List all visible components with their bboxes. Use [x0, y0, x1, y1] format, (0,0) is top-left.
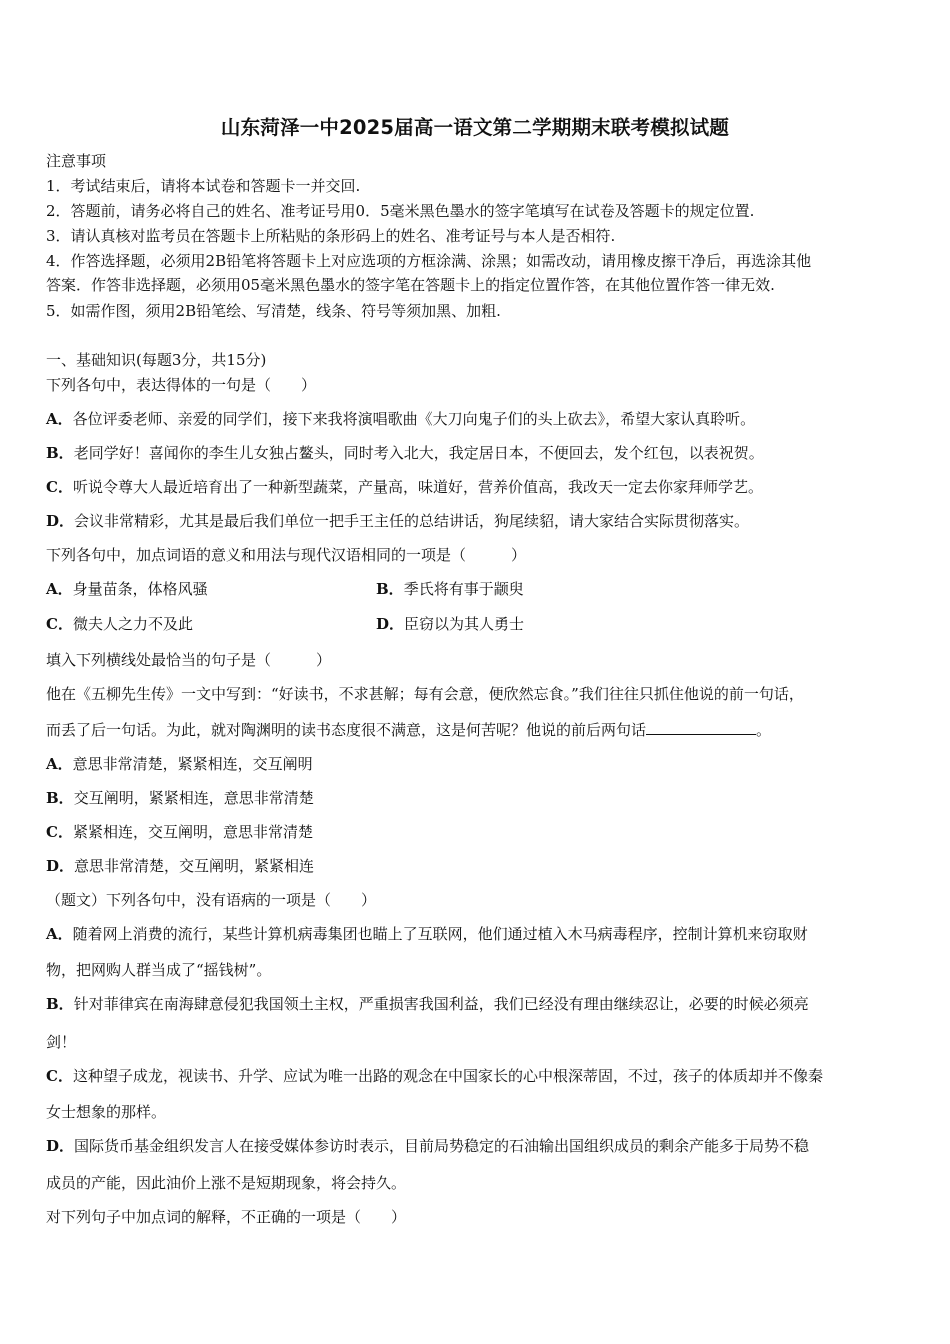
option-text: 紧紧相连，交互阐明，意思非常清楚 — [72, 823, 313, 841]
option-text: 季氏将有事于颛臾 — [403, 580, 524, 598]
notice-item-5: 5．如需作图，须用2B铅笔绘、写清楚，线条、符号等须加黑、加粗. — [46, 302, 501, 320]
notice-item-3: 3．请认真核对监考员在答题卡上所粘贴的条形码上的姓名、准考证号与本人是否相符. — [46, 227, 616, 245]
option-text: 臣窃以为其人勇士 — [404, 615, 525, 633]
option-label: C． — [46, 478, 73, 496]
notice-item-1: 1．考试结束后，请将本试卷和答题卡一并交回. — [46, 177, 361, 195]
q4-option-d — [46, 1136, 809, 1156]
q1-option-d — [46, 511, 749, 531]
q4-option-c — [46, 1066, 823, 1086]
option-text: 意思非常清楚，紧紧相连，交互阐明 — [72, 755, 313, 773]
q3-passage-line2 — [46, 720, 771, 740]
notice-item-2: 2．答题前，请务必将自己的姓名、准考证号用0．5毫米黑色墨水的签字笔填写在试卷及答题卡的规定位置. — [46, 202, 755, 220]
option-label: A． — [46, 755, 73, 773]
q1-stem: 下列各句中，表达得体的一句是（ ） — [46, 376, 317, 394]
q4-option-a — [46, 924, 808, 944]
option-label: D． — [46, 512, 75, 530]
option-text: 听说令尊大人最近培育出了一种新型蔬菜，产量高，味道好，营养价值高，我改天一定去你家拜师学艺。 — [72, 478, 763, 496]
q4-option-a-cont: 物，把网购人群当成了“摇钱树”。 — [46, 961, 272, 979]
notice-item-4: 4．作答选择题，必须用2B铅笔将答题卡上对应选项的方框涂满、涂黑；如需改动，请用橡皮擦干净后，再选涂其他 — [46, 252, 812, 270]
option-label: B． — [46, 995, 74, 1013]
q4-stem: （题文）下列各句中，没有语病的一项是（ ） — [46, 891, 377, 909]
option-label: C． — [46, 1067, 73, 1085]
q2-option-c — [46, 614, 193, 634]
q2-stem: 下列各句中，加点词语的意义和用法与现代汉语相同的一项是（ ） — [46, 546, 527, 564]
q4-option-b — [46, 994, 809, 1014]
option-text: 会议非常精彩，尤其是最后我们单位一把手王主任的总结讲话，狗尾续貂，请大家结合实际贯彻落实。 — [74, 512, 750, 530]
option-label: A． — [46, 925, 73, 943]
q3-passage-line1: 他在《五柳先生传》一文中写到：“好读书，不求甚解；每有会意，便欣然忘食。”我们往往只抓住他说的前一句话， — [46, 685, 804, 703]
q3-option-d — [46, 856, 314, 876]
option-text: 老同学好！喜闻你的李生儿女独占鳌头，同时考入北大，我定居日本，不便回去，发个红包，以表祝贺。 — [73, 444, 764, 462]
option-label: B． — [46, 444, 74, 462]
option-text: 针对菲律宾在南海肆意侵犯我国领土主权，严重损害我国利益，我们已经没有理由继续忍让，必要的时候必须亮 — [73, 995, 809, 1013]
option-text: 微夫人之力不及此 — [72, 615, 193, 633]
option-text: 交互阐明，紧紧相连，意思非常清楚 — [73, 789, 314, 807]
option-text: 意思非常清楚，交互阐明，紧紧相连 — [74, 857, 315, 875]
q1-option-b — [46, 443, 764, 463]
q3-stem: 填入下列横线处最恰当的句子是（ ） — [46, 651, 332, 669]
q4-option-d-cont: 成员的产能，因此油价上涨不是短期现象，将会持久。 — [46, 1174, 407, 1192]
option-label: B． — [376, 580, 404, 598]
option-text: 这种望子成龙，视读书、升学、应试为唯一出路的观念在中国家长的心中根深蒂固，不过，孩子的体质却并不像秦 — [72, 1067, 823, 1085]
option-label: B． — [46, 789, 74, 807]
q3-option-b — [46, 788, 314, 808]
option-text: 各位评委老师、亲爱的同学们，接下来我将演唱歌曲《大刀向鬼子们的头上砍去》，希望大家认真聆听。 — [72, 410, 756, 428]
q4-option-c-cont: 女士想象的那样。 — [46, 1103, 167, 1121]
q5-stem: 对下列句子中加点词的解释，不正确的一项是（ ） — [46, 1208, 407, 1226]
q4-option-b-cont: 剑！ — [46, 1033, 77, 1051]
option-label: D． — [46, 857, 75, 875]
option-label: C． — [46, 823, 73, 841]
q2-option-a — [46, 579, 208, 599]
option-label: C． — [46, 615, 73, 633]
option-label: A． — [46, 580, 73, 598]
q3-option-c — [46, 822, 313, 842]
q2-option-d — [376, 614, 524, 634]
option-label: D． — [376, 615, 405, 633]
option-label: A． — [46, 410, 73, 428]
option-text: 国际货币基金组织发言人在接受媒体参访时表示，目前局势稳定的石油输出国组织成员的剩余产能多于局势不稳 — [74, 1137, 810, 1155]
notice-heading: 注意事项 — [46, 152, 107, 170]
page-title: 山东菏泽一中2025届高一语文第二学期期末联考模拟试题 — [220, 116, 730, 139]
q1-option-c — [46, 477, 763, 497]
q2-option-b — [376, 579, 524, 599]
notice-item-4-cont: 答案．作答非选择题，必须用05毫米黑色墨水的签字笔在答题卡上的指定位置作答，在其他位置作答一律无效. — [46, 276, 775, 294]
option-text: 随着网上消费的流行，某些计算机病毒集团也瞄上了互联网，他们通过植入木马病毒程序，控制计算机来窃取财 — [72, 925, 808, 943]
q1-option-a — [46, 409, 755, 429]
option-label: D． — [46, 1137, 75, 1155]
option-text: 身量苗条，体格风骚 — [72, 580, 208, 598]
section-heading: 一、基础知识(每题3分，共15分) — [46, 351, 267, 369]
passage-text: 而丢了后一句话。为此，就对陶渊明的读书态度很不满意，这是何苦呢？他说的前后两句话 — [46, 721, 647, 739]
passage-end: 。 — [756, 721, 772, 739]
q3-option-a — [46, 754, 313, 774]
answer-blank — [646, 720, 756, 735]
